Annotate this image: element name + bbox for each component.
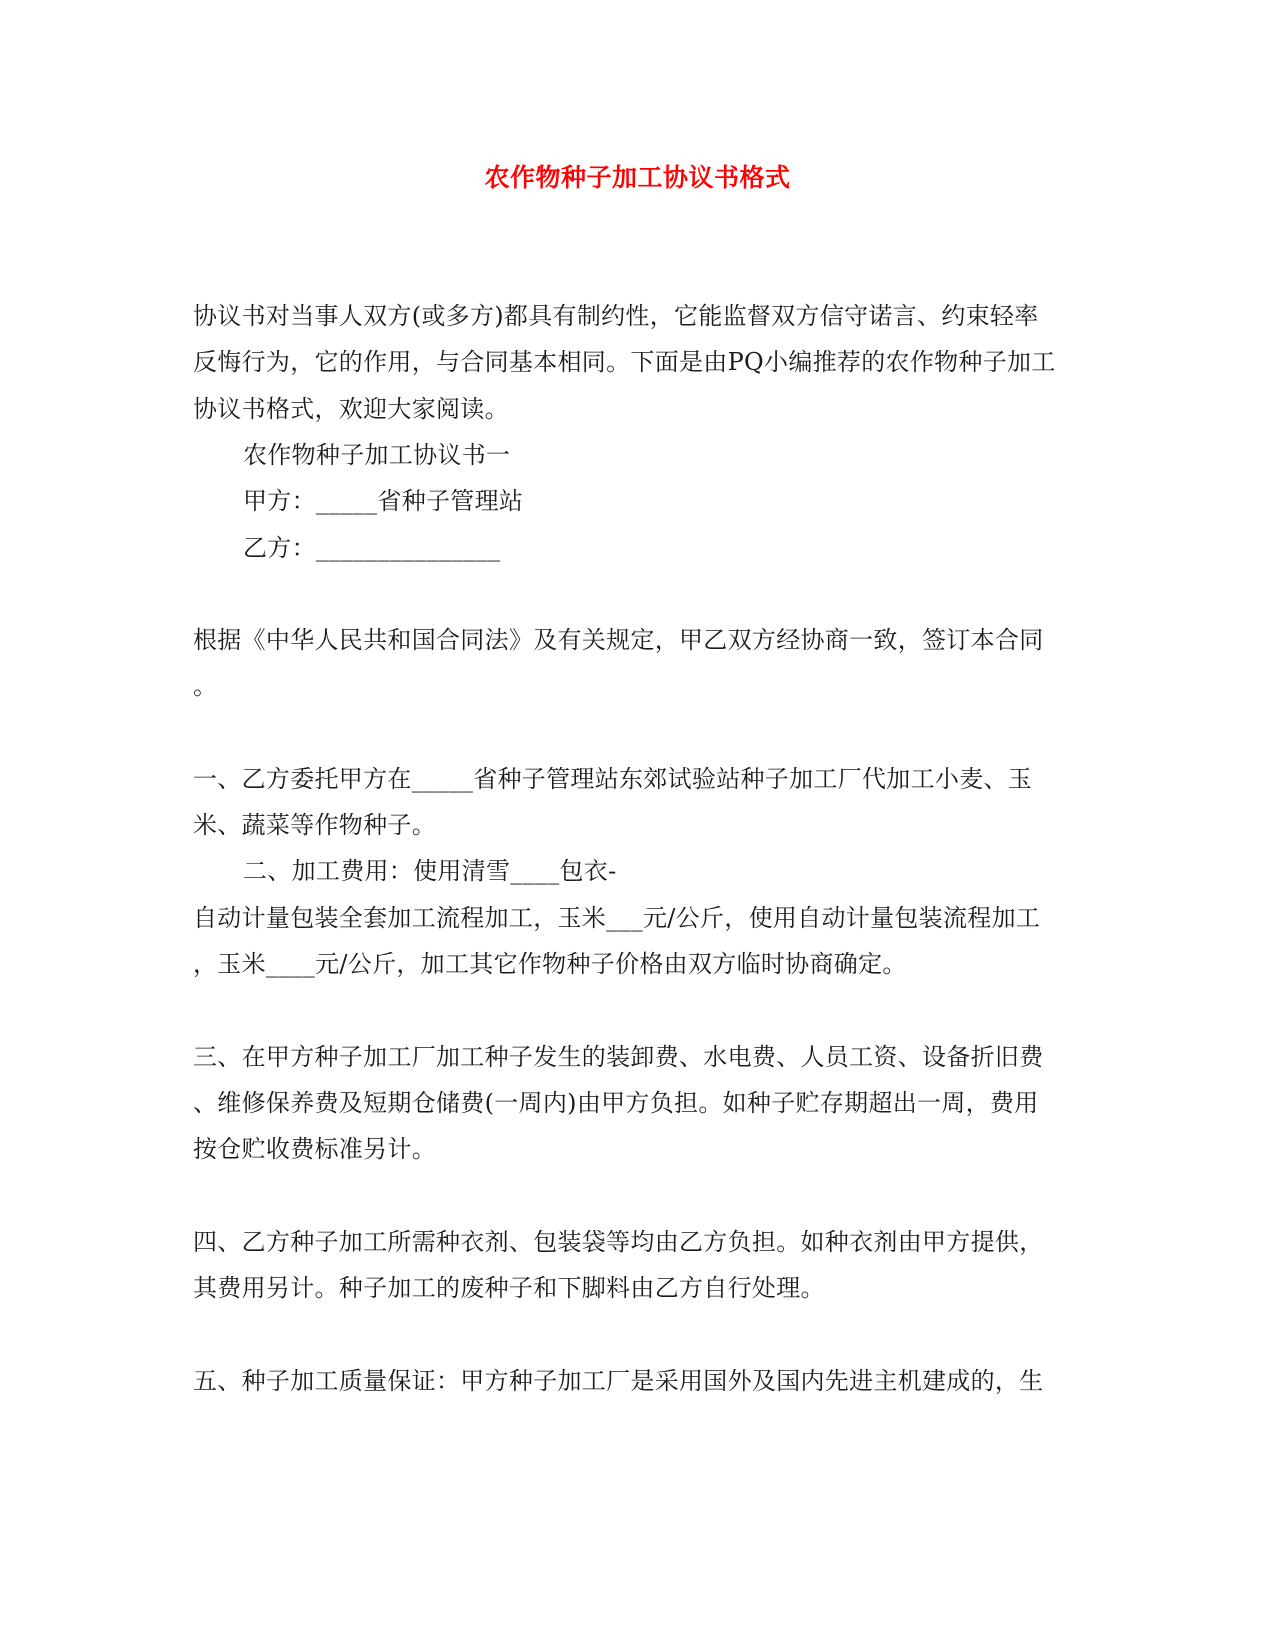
clause-2-line-3: ，玉米____元/公斤，加工其它作物种子价格由双方临时协商确定。: [193, 950, 907, 978]
intro-line-2: 反悔行为，它的作用，与合同基本相同。下面是由PQ小编推荐的农作物种子加工: [193, 348, 1056, 376]
clause-3-line-2: 、维修保养费及短期仓储费(一周内)由甲方负担。如种子贮存期超出一周，费用: [193, 1089, 1039, 1117]
agreement-heading: 农作物种子加工协议书一: [243, 441, 511, 469]
document-title: 农作物种子加工协议书格式: [484, 163, 791, 192]
clause-2-line-1: 二、加工费用：使用清雪____包衣-: [243, 857, 617, 885]
intro-line-3: 协议书格式，欢迎大家阅读。: [193, 395, 509, 423]
clause-1-line-1: 一、乙方委托甲方在_____省种子管理站东郊试验站种子加工厂代加工小麦、玉: [193, 765, 1033, 793]
clause-2-line-2: 自动计量包装全套加工流程加工，玉米___元/公斤，使用自动计量包装流程加工: [193, 904, 1041, 932]
clause-1-line-2: 米、蔬菜等作物种子。: [193, 811, 436, 839]
clause-4-line-2: 其费用另计。种子加工的废种子和下脚料由乙方自行处理。: [193, 1274, 825, 1302]
clause-5-line-1: 五、种子加工质量保证：甲方种子加工厂是采用国外及国内先进主机建成的，生: [193, 1367, 1044, 1395]
clause-4-line-1: 四、乙方种子加工所需种衣剂、包装袋等均由乙方负担。如种衣剂由甲方提供，: [193, 1228, 1044, 1256]
intro-line-1: 协议书对当事人双方(或多方)都具有制约性，它能监督双方信守诺言、约束轻率: [193, 302, 1039, 330]
preamble-line-1: 根据《中华人民共和国合同法》及有关规定，甲乙双方经协商一致，签订本合同: [193, 626, 1044, 654]
clause-3-line-1: 三、在甲方种子加工厂加工种子发生的装卸费、水电费、人员工资、设备折旧费: [193, 1043, 1044, 1071]
party-a-line: 甲方：_____省种子管理站: [243, 487, 524, 515]
clause-3-line-3: 按仓贮收费标准另计。: [193, 1135, 436, 1163]
preamble-line-2: 。: [193, 672, 218, 700]
party-b-line: 乙方：_______________: [243, 534, 501, 562]
